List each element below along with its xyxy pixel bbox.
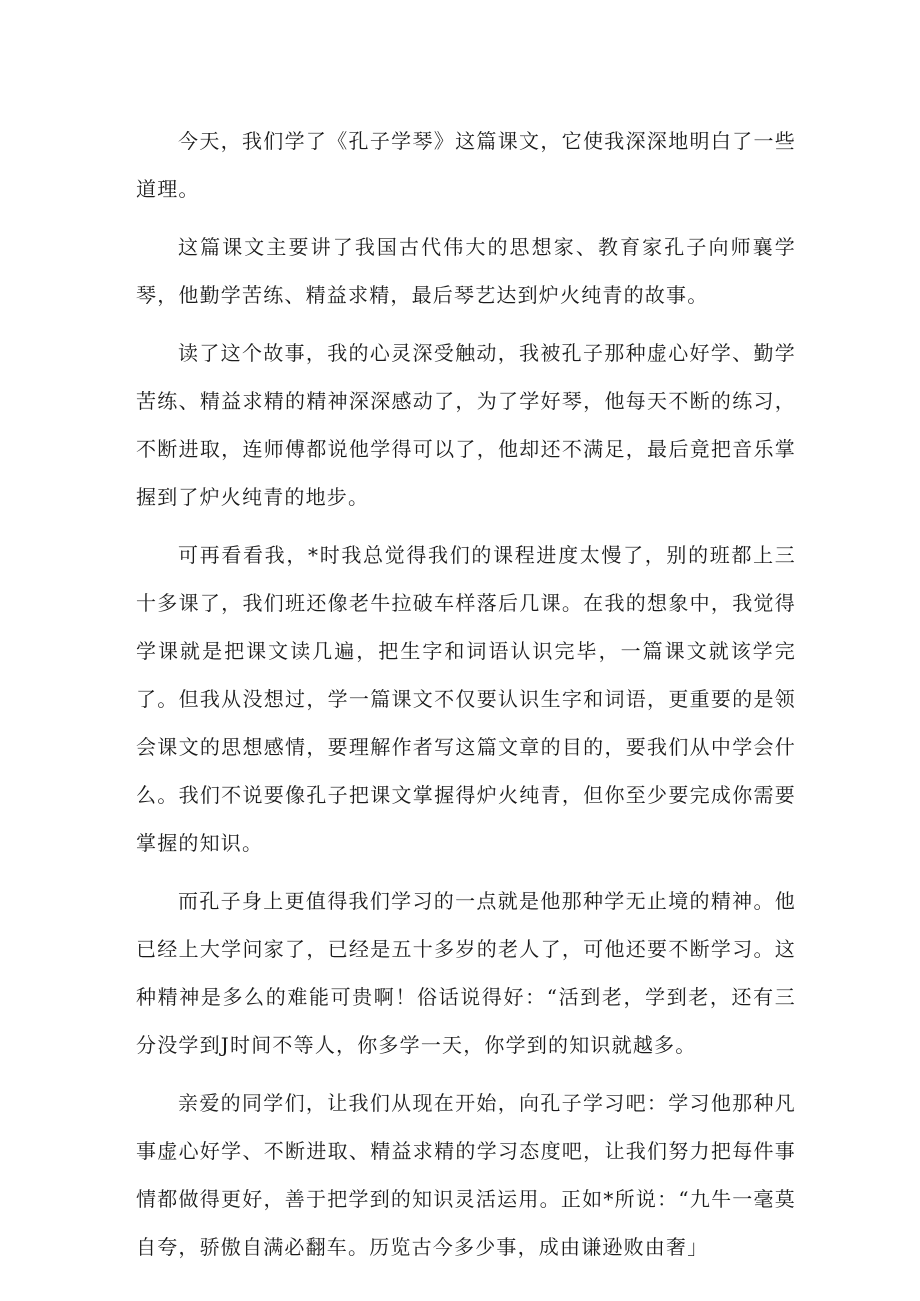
paragraph-6: 亲爱的同学们，让我们从现在开始，向孔子学习吧：学习他那种凡事虚心好学、不断进取、精益求精的学习态度吧，让我们努力把每件事情都做得更好，善于把学到的知识灵活运用。正如*所说：“九牛一毫莫自夸，骄傲自满必翻车。历览古今多少事，成由谦逊败由奢」 (136, 1091, 796, 1259)
paragraph-5: 而孔子身上更值得我们学习的一点就是他那种学无止境的精神。他已经上大学问家了，已经是五十多岁的老人了，可他还要不断学习。这种精神是多么的难能可贵啊！俗话说得好：“活到老，学到老，还有三分没学到J时间不等人，你多学一天，你学到的知识就越多。 (136, 889, 796, 1057)
document-body (136, 117, 796, 1281)
paragraph-3: 读了这个故事，我的心灵深受触动，我被孔子那种虚心好学、勤学苦练、精益求精的精神深深感动了，为了学好琴，他每天不断的练习，不断进取，连师傅都说他学得可以了，他却还不满足，最后竟把音乐掌握到了炉火纯青的地步。 (136, 341, 796, 509)
paragraph-2: 这篇课文主要讲了我国古代伟大的思想家、教育家孔子向师襄学琴，他勤学苦练、精益求精，最后琴艺达到炉火纯青的故事。 (136, 235, 796, 307)
paragraph-4: 可再看看我，*时我总觉得我们的课程进度太慢了，别的班都上三十多课了，我们班还像老牛拉破车样落后几课。在我的想象中，我觉得学课就是把课文读几遍，把生字和词语认识完毕，一篇课文就该学完了。但我从没想过，学一篇课文不仅要认识生字和词语，更重要的是领会课文的思想感情，要理解作者写这篇文章的目的，要我们从中学会什么。我们不说要像孔子把课文掌握得炉火纯青，但你至少要完成你需要掌握的知识。 (136, 543, 796, 855)
paragraph-1: 今天，我们学了《孔子学琴》这篇课文，它使我深深地明白了一些道理。 (136, 129, 796, 201)
